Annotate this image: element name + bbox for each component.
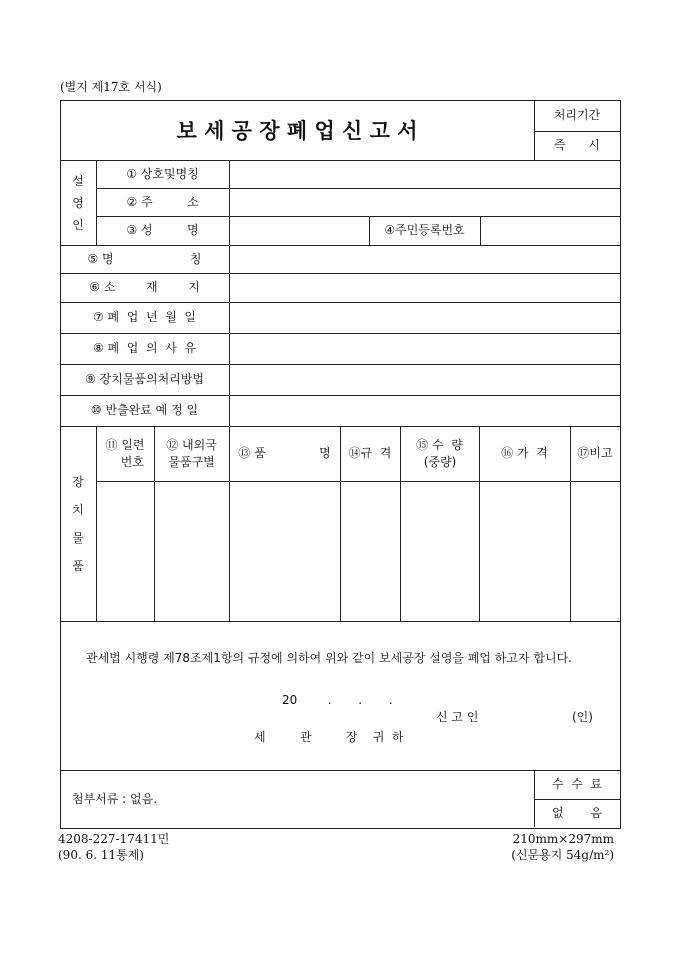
- person-name-field[interactable]: [230, 217, 369, 245]
- form-title: 보 세 공 장 폐 업 신 고 서: [176, 117, 418, 143]
- col-item-name: ⑬ 품 명: [238, 446, 331, 460]
- processing-period-value: 즉 시: [553, 138, 601, 152]
- label-location: ⑥ 소 재 지: [89, 280, 200, 294]
- label-company-name: ① 상호및명칭: [126, 166, 199, 181]
- label-resident-number: ④주민등록번호: [384, 223, 465, 237]
- company-name-field[interactable]: [230, 161, 619, 188]
- fee-value: 없 음: [552, 805, 602, 820]
- processing-period-label: 처리기간: [553, 108, 601, 122]
- reporter-label: 신 고 인: [436, 710, 479, 724]
- col-price: ⑯ 가 격: [501, 446, 548, 460]
- label-person-name: ③ 성 명: [126, 223, 199, 237]
- label-closure-reason: ⑧ 폐 업 의 사 유: [92, 341, 197, 355]
- paper-type: (신문용지 54g/m²): [511, 848, 614, 862]
- goods-table-body[interactable]: [97, 482, 619, 620]
- col-origin: ⑫ 내외국 물품구별: [166, 437, 217, 469]
- goods-group-label: 장 치 물 품: [72, 474, 84, 573]
- col-quantity: ⑮ 수 량 (중량): [416, 437, 463, 469]
- label-export-date: ⑩ 반출완료 예 정 일: [90, 403, 199, 417]
- address-field[interactable]: [230, 189, 619, 216]
- label-closure-date: ⑦ 폐 업 년 월 일: [92, 310, 197, 324]
- resident-number-field[interactable]: [481, 217, 619, 245]
- attachments: 첨부서류 : 없음.: [72, 792, 158, 806]
- form-number: (별지 제17호 서식): [60, 80, 162, 94]
- applicant-group-label: 설 영 인: [72, 173, 84, 232]
- declaration-date: 20 . . .: [282, 693, 393, 707]
- label-name: ⑤ 명 칭: [87, 251, 202, 266]
- declaration-text: 관세법 시행령 제78조제1항의 규정에 의하여 위와 같이 보세공장 설영을 폐업 하고자 합니다.: [86, 651, 572, 665]
- seal-mark: (인): [572, 710, 593, 724]
- addressee: 세 관 장 귀 하: [254, 730, 404, 744]
- form-approval-date: (90. 6. 11통제): [58, 848, 144, 862]
- fee-label: 수 수 료: [551, 777, 603, 791]
- label-goods-disposal: ⑨ 장치물품의처리방법: [85, 372, 204, 386]
- paper-size: 210mm×297mm: [512, 832, 614, 846]
- col-serial: ⑪ 일련 번호: [105, 437, 145, 469]
- col-spec: ⑭규 격: [348, 446, 392, 460]
- col-remarks: ⑰비고: [577, 446, 613, 460]
- label-address: ② 주 소: [126, 194, 199, 209]
- form-code: 4208-227-17411민: [58, 832, 170, 846]
